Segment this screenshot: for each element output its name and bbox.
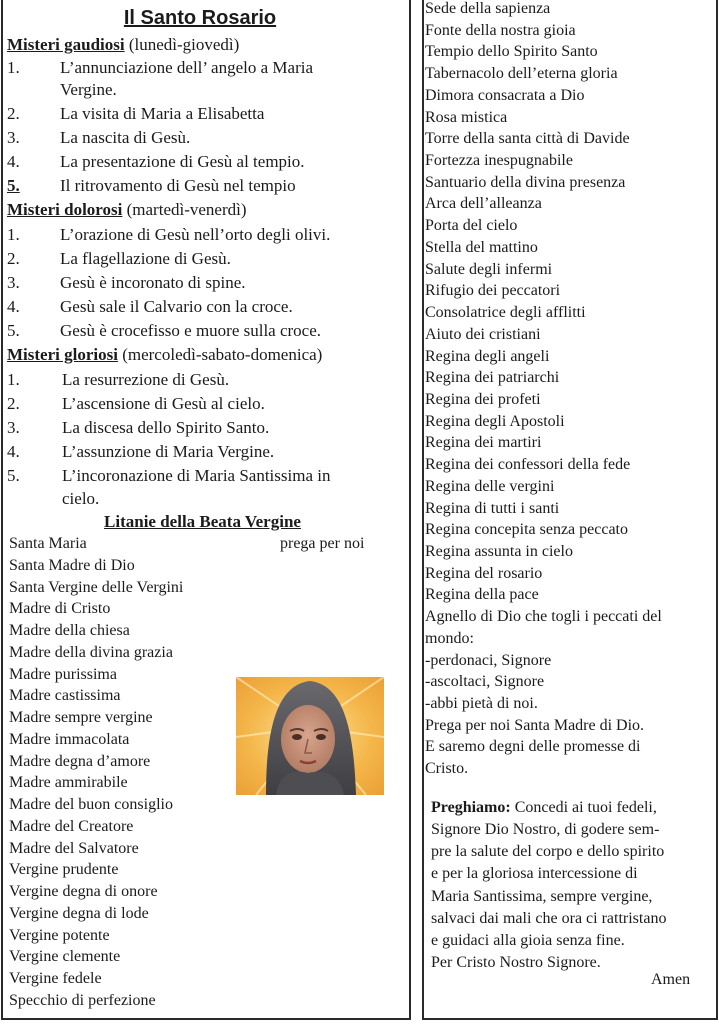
litany-line: Vergine prudente [9,861,119,879]
litany-line: Arca dell’alleanza [425,195,542,213]
litany-line: Dimora consacrata a Dio [425,86,585,104]
list-text: La flagellazione di Gesù. [60,249,231,268]
section-heading-gaudiosi [7,34,239,56]
litany-line: Agnello di Dio che togli i peccati del [425,608,662,626]
litany-line: Vergine fedele [9,970,102,987]
litany-line: Porta del cielo [425,217,518,235]
litany-line: Madre del Creatore [9,817,134,835]
litany-line: Santa Vergine delle Vergini [9,578,184,596]
list-text: La visita di Maria a Elisabetta [60,104,265,123]
list-text: Vergine. [60,80,117,99]
litany-line: Sede della sapienza [425,0,551,17]
section-heading-label: Misteri gloriosi [7,345,118,364]
litany-line: Torre della santa città di Davide [425,130,630,148]
litany-line: Regina dei patriarchi [425,369,560,387]
list-number: 3. [7,273,20,292]
list-number: 3. [7,128,20,147]
litany-line: Regina dei martiri [425,434,542,452]
list-text: L’incoronazione di Maria Santissima in [62,466,331,485]
list-number: 1. [7,58,20,77]
litany-line: Regina dei profeti [425,390,541,408]
litany-line: Regina degli angeli [425,347,550,365]
page-title: Il Santo Rosario [123,7,277,29]
list-number: 5. [7,466,20,485]
litany-line: Tempio dello Spirito Santo [425,43,598,61]
prayer-line: e per la gloriosa intercessione di [431,865,638,883]
litany-line: Rifugio dei peccatori [425,282,561,300]
litany-line: Tabernacolo dell’eterna gloria [425,65,618,83]
litany-line: Madre della chiesa [9,622,130,639]
litany-line: Madre castissima [9,687,121,705]
list-text: La nascita di Gesù. [60,128,191,147]
litany-line: Rosa mistica [425,108,508,126]
litany-line: Vergine clemente [9,948,121,966]
litany-line: Aiuto dei cristiani [425,325,541,343]
list-text: Il ritrovamento di Gesù nel tempio [60,176,296,195]
list-number: 1. [7,370,20,389]
litany-line: Fortezza inespugnabile [425,152,573,170]
litany-line: -perdonaci, Signore [425,651,552,669]
prayer-line: salvaci dai mali che ora ci rattristano [431,909,667,927]
litany-line: Prega per noi Santa Madre di Dio. [425,716,645,734]
litany-line: Fonte della nostra gioia [425,21,576,39]
prayer-line: Per Cristo Nostro Signore. [431,954,601,972]
litany-line: E saremo degni delle promesse di [425,738,641,756]
litany-line: Madre degna d’amore [9,752,151,770]
list-number: 4. [7,297,20,316]
litany-line: Specchio di perfezione [9,991,156,1009]
litany-line: Regina del rosario [425,564,543,582]
litany-line: Vergine degna di lode [9,904,149,922]
list-number: 4. [7,442,20,461]
list-number: 2. [7,394,20,413]
litany-line: Madre sempre vergine [9,709,153,726]
litany-line: Madre di Cristo [9,600,111,618]
litany-line: Madre del buon consiglio [9,796,173,813]
litany-heading: Litanie della Beata Vergine [104,512,301,531]
litany-line: Regina assunta in cielo [425,543,573,560]
litany-line: Cristo. [425,760,469,778]
litany-line: Regina di tutti i santi [425,499,560,517]
litany-response: prega per noi [280,535,365,552]
list-text: L’orazione di Gesù nell’orto degli olivi. [60,225,331,244]
prayer-first-line [431,797,657,819]
section-heading-label: Misteri gaudiosi [7,35,125,54]
section-heading-dolorosi [7,199,247,221]
litany-line: Regina degli Apostoli [425,412,565,430]
list-text: cielo. [62,489,100,508]
litany-line: -abbi pietà di noi. [425,695,538,713]
prayer-line: Maria Santissima, sempre vergine, [431,887,653,905]
litany-line: Consolatrice degli afflitti [425,304,586,322]
list-text: L’assunzione di Maria Vergine. [62,442,275,461]
list-text: La discesa dello Spirito Santo. [62,418,270,437]
amen-text: Amen [651,971,691,988]
litany-line: Regina delle vergini [425,477,555,495]
litany-line: Santa Maria [9,535,87,552]
prayer-text: Concedi ai tuoi fedeli, [510,799,657,816]
litany-line: Madre del Salvatore [9,839,139,857]
litany-line: Salute degli infermi [425,260,553,278]
list-text: Gesù è crocefisso e muore sulla croce. [60,321,322,340]
list-number: 3. [7,418,20,437]
prayer-line: pre la salute del corpo e dello spirito [431,843,665,861]
prayer-line: Signore Dio Nostro, di godere sem- [431,821,660,838]
litany-line: -ascoltaci, Signore [425,673,545,691]
section-heading-gloriosi [7,344,322,366]
prayer-line: e guidaci alla gioia senza fine. [431,932,625,949]
list-text: La presentazione di Gesù al tempio. [60,152,305,171]
list-text: Gesù è incoronato di spine. [60,273,246,292]
list-number: 5. [7,321,20,340]
litany-line: Regina concepita senza peccato [425,521,628,539]
list-text: L’ascensione di Gesù al cielo. [62,394,265,413]
litany-line: Stella del mattino [425,238,538,256]
litany-line: Madre purissima [9,665,117,683]
litany-line: Santuario della divina presenza [425,173,626,191]
section-heading-days: (lunedì-giovedì) [124,35,240,54]
litany-line: Madre ammirabile [9,774,128,792]
list-number: 2. [7,104,20,123]
litany-line: mondo: [425,629,474,647]
litany-line: Vergine potente [9,926,110,944]
list-text: La resurrezione di Gesù. [62,370,230,389]
section-heading-days: (martedì-venerdì) [122,200,247,219]
list-text: L’annunciazione dell’ angelo a Maria [60,58,313,77]
litany-line: Regina della pace [425,586,539,604]
litany-line: Regina dei confessori della fede [425,456,631,474]
section-heading-days: (mercoledì-sabato-domenica) [117,345,323,364]
list-number: 5. [7,176,20,195]
section-heading-label: Misteri dolorosi [7,200,123,219]
list-number: 4. [7,152,20,171]
litany-line: Madre immacolata [9,730,130,748]
list-number: 1. [7,225,20,244]
litany-line: Santa Madre di Dio [9,556,135,574]
litany-line: Madre della divina grazia [9,643,173,661]
list-number: 2. [7,249,20,268]
prayer-label: Preghiamo: [431,799,511,816]
litany-line: Vergine degna di onore [9,883,158,900]
madonna-portrait-icon [236,677,384,795]
list-text: Gesù sale il Calvario con la croce. [60,297,293,316]
